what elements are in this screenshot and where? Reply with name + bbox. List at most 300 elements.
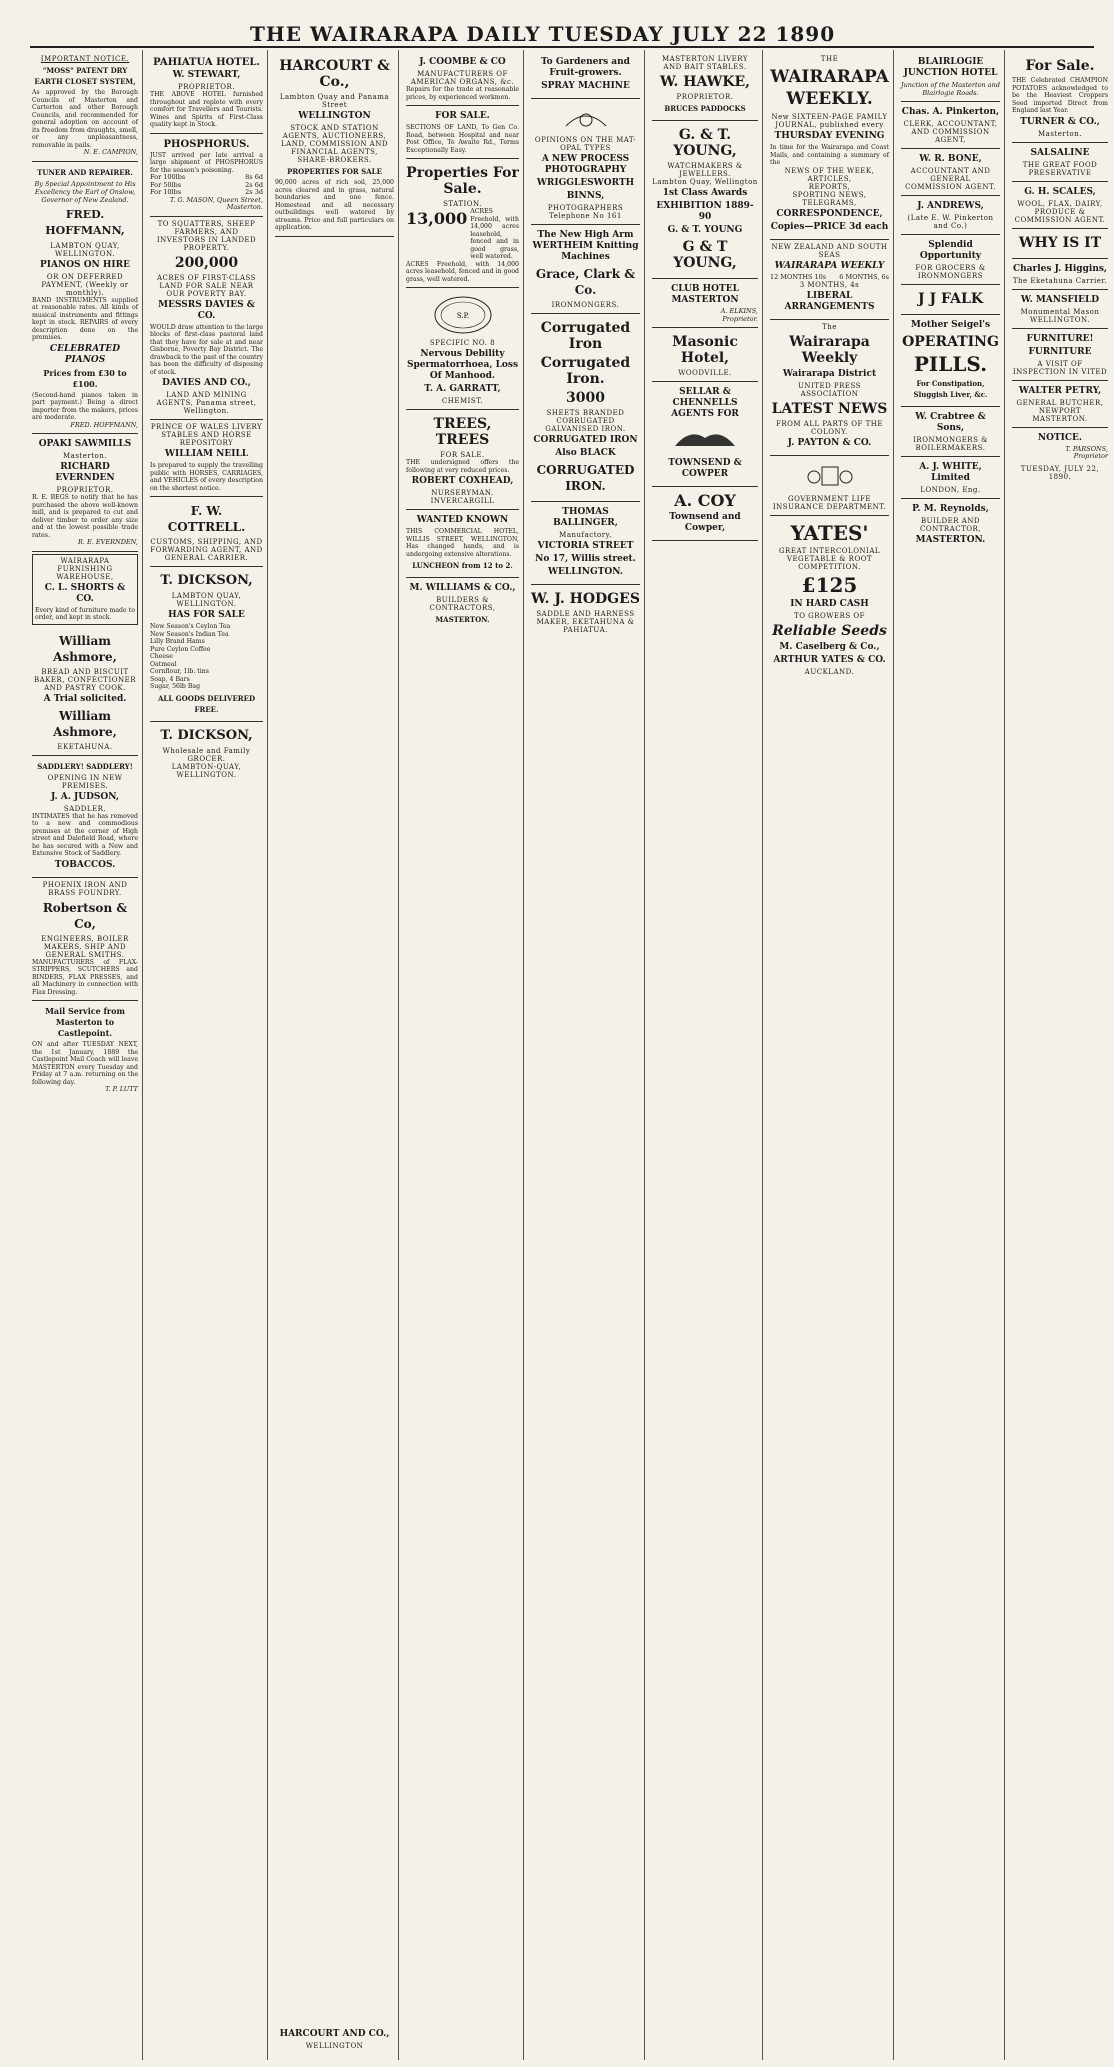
phosphorus-body: JUST arrived per late arrival a large shipment of PHOSPHORUS for the season's poisoning. xyxy=(150,151,263,174)
mansfield-subheading: Monumental Mason xyxy=(1020,307,1100,316)
pianos-body: BAND INSTRUMENTS supplied at reasonable rates. All kinds of musical instruments and fittings kept in stock. REPAIRS of every description done on the premises. xyxy=(32,296,138,341)
andrews-ad xyxy=(901,196,1000,235)
ashmore-signature: William Ashmore, xyxy=(53,708,117,739)
latest-heading: LATEST NEWS xyxy=(771,401,888,417)
pahiatua-title: PROPRIETOR. xyxy=(178,83,235,91)
davies-body: WOULD draw attention to the large blocks of first-class pastoral land that they have for sale at and near Gisborne, Poverty Bay District. The drawback to the past of the country has been the difficulty of disposing of stock. xyxy=(150,323,263,376)
harcourt-ad xyxy=(275,52,394,237)
garratt-heading: T. A. GARRATT, xyxy=(424,384,501,394)
phosphorus-price: 2s 3d xyxy=(245,188,263,196)
months-3: 3 MONTHS, 4s xyxy=(799,281,860,289)
months-6: 6 MONTHS, 6s xyxy=(839,272,889,281)
phoenix-foundry-ad xyxy=(32,878,138,1002)
club-hotel-ad xyxy=(652,279,758,328)
splendid-subheading: FOR GROCERS & IRONMONGERS xyxy=(915,264,986,280)
furniture-subheading: FURNITURE xyxy=(1028,346,1092,357)
salsaline-heading: SALSALINE xyxy=(1030,147,1090,158)
crabtree-ad xyxy=(901,407,1000,457)
salsaline-ad xyxy=(1012,143,1108,182)
whyisit-heading: WHY IS IT xyxy=(1018,234,1102,251)
district-heading: Wairarapa District xyxy=(782,369,877,379)
pills-subheading: For Constipation, Sluggish Liver, &c. xyxy=(913,379,988,399)
wanted-heading: WANTED KNOWN xyxy=(416,515,509,525)
specific-heading: SPECIFIC NO. 8 xyxy=(429,339,496,347)
young3-heading: G & T YOUNG, xyxy=(673,239,737,271)
salsaline-subheading: THE GREAT FOOD PRESERVATIVE xyxy=(1022,160,1098,177)
harcourt-subheading: Lambton Quay and Panama Street xyxy=(279,93,390,109)
reynolds-heading: P. M. Reynolds, xyxy=(912,504,989,514)
andrews-subheading: (Late E. W. Pinkerton and Co.) xyxy=(907,214,994,230)
bruces-heading: BRUCES PADDOCKS xyxy=(664,104,746,113)
crabtree-subheading: IRONMONGERS & BOILERMAKERS. xyxy=(913,436,988,452)
binns-subheading: PHOTOGRAPHERS xyxy=(547,204,624,212)
gov-heading: GOVERNMENT LIFE INSURANCE DEPARTMENT. xyxy=(772,495,887,511)
reynolds-place: MASTERTON. xyxy=(915,535,986,545)
pahiatua-hotel-ad xyxy=(150,52,263,134)
gardeners-heading: To Gardeners and Fruit-growers. xyxy=(541,57,630,78)
ballinger-address: VICTORIA STREET xyxy=(537,541,634,551)
wertheim-ad xyxy=(531,225,640,314)
young-place: Lambton Quay, Wellington xyxy=(652,178,758,186)
wertheim-heading: The New High Arm WERTHEIM Knitting Machines xyxy=(532,230,639,262)
ballinger-place: WELLINGTON. xyxy=(547,567,624,577)
tuner-heading: TUNER AND REPAIRER. xyxy=(37,167,133,177)
iron-heading: Corrugated Iron xyxy=(540,320,631,352)
spray-heading: SPRAY MACHINE xyxy=(541,81,630,91)
forsale-heading: FOR SALE. xyxy=(435,111,490,121)
prices-heading: Prices from £30 to £100. xyxy=(43,367,127,389)
garratt-subheading: CHEMIST. xyxy=(441,397,484,405)
mail-signature: T. P. LUTT xyxy=(105,1085,138,1093)
hawke-heading: W. HAWKE, xyxy=(659,74,751,90)
champion-potatoes-ad xyxy=(1012,52,1108,143)
column-1 xyxy=(28,50,143,2060)
earth-closet-ad xyxy=(32,52,138,162)
column-9 xyxy=(1008,50,1112,2060)
robertson-body: MANUFACTURERS of FLAX-STRIPPERS, SCUTCHERS and BINDERS, FLAX PRESSES, and all Machinery in connection with Flax Dressing. xyxy=(32,958,138,996)
harcourt-footer-heading: HARCOURT AND CO., xyxy=(279,2029,390,2039)
phosphorus-qty: For 100lbs xyxy=(150,173,186,181)
station-details: ACRES Freehold, with 14,000 acres leasehold, fenced and in good grass, well watered. xyxy=(406,260,519,283)
higgins-heading: Charles J. Higgins, xyxy=(1012,263,1108,274)
mansfield-place: WELLINGTON. xyxy=(1030,315,1090,324)
blairlogie-subheading: Junction of the Masterton and Blairlogie Roads. xyxy=(901,81,1001,97)
phoenix-heading: PHOENIX IRON AND BRASS FOUNDRY. xyxy=(42,880,128,897)
phosphorus-qty: For 50lbs xyxy=(150,180,182,189)
specific-seal-icon xyxy=(433,295,493,335)
petry-ad xyxy=(1012,381,1108,428)
weekly-subheading: New SIXTEEN-PAGE FAMILY JOURNAL, published every xyxy=(771,113,888,129)
parsons-signature: T. PARSONS, xyxy=(1065,444,1108,453)
livery-stables-ad xyxy=(652,52,758,121)
pills-heading: PILLS. xyxy=(913,352,988,376)
acres-heading: 200,000 xyxy=(174,254,239,271)
davies-subheading: LAND AND MINING AGENTS, Panama street, Wellington. xyxy=(156,391,257,415)
trees-heading: TREES, TREES xyxy=(433,416,492,448)
masonic-subheading: WOODVILLE. xyxy=(678,369,732,377)
higgins-subheading: The Eketahuna Carrier. xyxy=(1012,276,1108,285)
weekly-body: In time for the Wairarapa and Coast Mails, and containing a summary of the xyxy=(770,144,889,166)
corrugated-iron-ad xyxy=(531,314,640,502)
copies-price-heading: Copies—PRICE 3d each xyxy=(770,221,889,232)
column-8 xyxy=(897,50,1005,2060)
judson-name: J. A. JUDSON, xyxy=(50,791,120,802)
properties-heading: Properties For Sale. xyxy=(406,165,519,197)
robertson-subheading: ENGINEERS, BOILER MAKERS, SHIP AND GENERAL SMITHS. xyxy=(41,934,129,959)
dickson-item: Sugar, 56lb Bag xyxy=(150,683,201,690)
weekly-list xyxy=(770,167,889,207)
weekly3-ad xyxy=(770,320,889,456)
townsend-subheading: Townsend and Cowper, xyxy=(669,512,741,533)
coxhead-subheading: NURSERYMAN. xyxy=(431,489,494,497)
luncheon-heading: LUNCHEON from 12 to 2. xyxy=(412,561,513,570)
furnishing-ad xyxy=(32,554,138,625)
dickson-ad xyxy=(150,567,263,722)
sellar-ad xyxy=(652,382,758,487)
phosphorus-price-list xyxy=(150,174,263,197)
yates-ad xyxy=(770,516,889,680)
harcourt-sale-heading: PROPERTIES FOR SALE xyxy=(287,167,382,176)
subscription-ad xyxy=(770,240,889,321)
exhibition-heading: EXHIBITION 1889-90 xyxy=(656,201,754,222)
dickson-item: Cheese xyxy=(150,653,173,660)
tuner-ad xyxy=(32,162,138,435)
saddle-icon xyxy=(670,424,740,454)
andrews-heading: J. ANDREWS, xyxy=(917,201,984,211)
prince-body: Is prepared to supply the travelling public with HORSES, CARRIAGES, and VEHICLES of every description on the shortest notice. xyxy=(150,462,263,492)
harcourt-sale-body: 90,000 acres of rich soil, 25,000 acres cleared and in grass, natural boundaries and one fence. Homestead and all necessary outbuildings well watered by streams. Price and full particulars on application. xyxy=(275,179,394,231)
falk-ad xyxy=(901,285,1000,315)
photography-ad xyxy=(531,99,640,225)
weekly-ad xyxy=(770,52,889,240)
forsale-body: SECTIONS OF LAND, To Gen Co. Road, between Hospital and near Post Office, Te Awaite Rd., Terms Exceptionally Easy. xyxy=(406,124,519,154)
petry-subheading: GENERAL BUTCHER, NEWPORT MASTERTON. xyxy=(1016,398,1104,423)
masonic-heading: Masonic Hotel, xyxy=(672,334,738,366)
furnishing-subheading: C. L. SHORTS & CO. xyxy=(44,582,126,604)
correspondence-heading: CORRESPONDENCE, xyxy=(776,208,883,219)
ballinger-address-2: No 17, Willis street. xyxy=(535,554,636,564)
yates-logo: Reliable Seeds xyxy=(772,623,887,639)
harcourt-footer xyxy=(275,2024,394,2054)
young2-heading: G. & T. YOUNG xyxy=(667,225,743,235)
weekly-heading: WAIRARAPA WEEKLY. xyxy=(770,67,889,109)
masthead-rule xyxy=(30,46,1094,48)
hodges-ad xyxy=(531,585,640,638)
iron-black-heading: CORRUGATED IRON. xyxy=(536,463,635,493)
elkins-subheading: Proprietor. xyxy=(722,314,758,323)
trees-ad xyxy=(406,410,519,510)
evernden-title: PROPRIETOR. xyxy=(56,486,114,494)
dickson-item: Soap, 4 Bars xyxy=(150,675,190,683)
livery-heading: MASTERTON LIVERY AND BAIT STABLES. xyxy=(662,55,748,71)
prices-signature: FRED. HOFFMANN, xyxy=(70,420,138,429)
grace-heading: Grace, Clark & Co. xyxy=(535,267,636,297)
mansfield-ad xyxy=(1012,290,1108,329)
mail-body: ON and after TUESDAY NEXT, the 1st January, 1889 the Castlepoint Mail Coach will leave MASTERTON every Tuesday and Friday at 7 a.m. returning on the following day. xyxy=(32,1041,138,1086)
why-is-it-ad xyxy=(1012,229,1108,259)
dickson-footer-ad xyxy=(150,722,263,783)
furniture-ad xyxy=(1012,329,1108,381)
cottrell-subheading: CUSTOMS, SHIPPING, AND FORWARDING AGENT, AND GENERAL CARRIER. xyxy=(150,538,263,562)
bone-ad xyxy=(901,149,1000,196)
splendid-ad xyxy=(901,235,1000,285)
pinkerton-ad xyxy=(901,102,1000,149)
prince-name: WILLIAM NEILL xyxy=(164,449,249,459)
blairlogie-heading: BLAIRLOGIE JUNCTION HOTEL xyxy=(903,57,998,78)
iron-black: Also BLACK xyxy=(555,448,616,458)
forsale-heading-2: For Sale. xyxy=(1025,58,1095,74)
splendid-heading: Splendid Opportunity xyxy=(919,240,982,261)
reynolds-ad xyxy=(901,499,1000,552)
notice-heading: IMPORTANT NOTICE. xyxy=(40,55,130,63)
young-heading: G. & T. YOUNG, xyxy=(673,127,737,159)
wanted-body: THIS COMMERCIAL HOTEL, WILLIS STREET, WELLINGTON, Has changed hands, and is undergoing extensive alterations. xyxy=(406,528,519,558)
furnishing-heading: WAIRARAPA FURNISHING WAREHOUSE, xyxy=(56,556,114,581)
iron-galvanised-heading: CORRUGATED IRON xyxy=(533,435,638,445)
williams-place: MASTERTON. xyxy=(435,615,490,624)
club-heading: CLUB HOTEL MASTERTON xyxy=(671,284,739,305)
award-heading: 1st Class Awards xyxy=(662,188,748,198)
months-12: 12 MONTHS 10s xyxy=(770,272,827,281)
yates-prize: £125 xyxy=(801,573,858,597)
dickson-item: Oatmeal xyxy=(150,660,177,668)
pianos-heading: PIANOS ON HIRE xyxy=(40,259,130,270)
pinkerton-heading: Chas. A. Pinkerton, xyxy=(901,107,1000,117)
liberal-heading: LIBERAL ARRANGEMENTS xyxy=(784,291,875,312)
phosphorus-qty: For 10lbs xyxy=(150,188,182,196)
saddlery-ad xyxy=(32,756,138,878)
dickson-heading: T. DICKSON, xyxy=(160,573,253,588)
phosphorus-signature: T. G. MASON, Queen Street, Masterton. xyxy=(169,195,263,211)
davies-signature: DAVIES AND CO., xyxy=(162,378,251,388)
williams-ad xyxy=(406,578,519,631)
weekly3-the: The xyxy=(822,323,837,331)
elkins-signature: A. ELKINS, xyxy=(720,307,758,315)
dickson-footer-place: LAMBTON-QUAY, WELLINGTON. xyxy=(171,762,242,779)
harcourt-place: WELLINGTON xyxy=(298,111,371,121)
column-6 xyxy=(648,50,763,2060)
coxhead-place: INVERCARGILL xyxy=(430,497,495,505)
harcourt-footer-place: WELLINGTON xyxy=(305,2042,364,2050)
weekly-the: THE xyxy=(820,55,839,63)
petry-heading: WALTER PETRY, xyxy=(1018,385,1102,396)
coombe-subheading: MANUFACTURERS OF AMERICAN ORGANS, &c. xyxy=(410,70,515,86)
champion-body: THE Celebrated CHAMPION POTATOES acknowledged to be the Heaviest Croppers Seed imported Direct from England last Year. xyxy=(1012,77,1108,114)
dickson-item: New Season's Ceylon Tea xyxy=(150,623,231,630)
dickson-footer-subheading: Wholesale and Family GROCER. xyxy=(162,746,251,763)
scales-subheading: WOOL, FLAX, DAIRY, PRODUCE & COMMISSION AGENT. xyxy=(1014,199,1106,224)
earth-closet-signature: N. E. CAMPION, xyxy=(83,148,138,156)
dickson-sale: HAS FOR SALE xyxy=(168,610,245,620)
weekly-list-item: NEWS OF THE WEEK, xyxy=(784,166,875,175)
opaki-heading: OPAKI SAWMILLS xyxy=(38,439,132,449)
operating-heading: OPERATING xyxy=(902,334,999,350)
hodges-heading: W. J. HODGES xyxy=(531,591,640,607)
photo-heading: OPINIONS ON THE MAT-OPAL TYPES xyxy=(534,136,637,152)
dickson-item-list xyxy=(150,623,263,691)
phosphorus-price: 2s 6d xyxy=(245,180,263,189)
pahiatua-name: W. STEWART, xyxy=(172,70,241,80)
dickson-item: Pure Ceylon Coffee xyxy=(150,645,211,653)
government-insurance-ad xyxy=(770,456,889,516)
celebrated-pianos-heading: CELEBRATED PIANOS xyxy=(49,343,121,365)
station-heading: STATION. xyxy=(443,200,482,208)
pahiatua-body: THE ABOVE HOTEL furnished throughout and replete with every comfort for Travellers and Tourists. Wines and Spirits of First-Class quality kept in Stock. xyxy=(150,91,263,128)
townsend-heading: TOWNSEND & COWPER xyxy=(668,458,742,479)
white-ad xyxy=(901,457,1000,499)
delivered-heading: ALL GOODS DELIVERED FREE. xyxy=(157,693,256,714)
cottrell-heading: F. W. COTTRELL. xyxy=(167,504,246,534)
station-acres: 13,000 xyxy=(406,209,468,228)
earth-closet-heading: "MOSS" PATENT DRY EARTH CLOSET SYSTEM, xyxy=(34,66,136,86)
reynolds-subheading: BUILDER AND CONTRACTOR, xyxy=(920,517,981,533)
young-subheading: WATCHMAKERS & JEWELLERS. xyxy=(667,162,743,178)
column-3 xyxy=(271,50,399,2060)
trees-subheading: FOR SALE. xyxy=(440,451,485,459)
weekly-day: THURSDAY EVENING xyxy=(774,131,885,141)
acres-subheading: ACRES OF FIRST-CLASS LAND FOR SALE NEAR OUR POVERTY BAY. xyxy=(157,273,256,298)
weekly-list-item: ARTICLES, xyxy=(807,174,852,183)
masthead xyxy=(0,0,1114,48)
evernden-body: R. E. BEGS to notify that he has purchased the above well-known mill, and is prepared to cut and deliver timber to order any size and at the lowest possible trade rates. xyxy=(32,494,138,539)
specific-ad xyxy=(406,288,519,410)
column-7 xyxy=(766,50,894,2060)
binns-heading: BINNS, xyxy=(566,191,605,201)
coombe-ad xyxy=(406,52,519,106)
bone-heading: W. R. BONE, xyxy=(919,154,982,164)
yates-subheading-3: TO GROWERS OF xyxy=(794,612,865,620)
dickson-place: LAMBTON QUAY, WELLINGTON. xyxy=(171,592,242,608)
opaki-sawmills-ad xyxy=(32,434,138,552)
prince-of-wales-ad xyxy=(150,420,263,497)
ballinger-heading: THOMAS BALLINGER, xyxy=(553,507,618,528)
mail-heading: Mail Service from Masterton to Castlepoint. xyxy=(45,1006,125,1038)
higgins-ad xyxy=(1012,259,1108,290)
nervous-heading: Nervous Debility Spermatorrhoea, Loss Of Manhood. xyxy=(406,349,519,381)
judson-body: INTIMATES that he has removed to a new and commodious premises at the corner of High street and Dalefield Road, where he has secured with a New and Extensive Stock of Saddlery. xyxy=(32,812,138,857)
mansfield-heading: W. MANSFIELD xyxy=(1020,294,1100,305)
government-crest-icon xyxy=(800,463,860,491)
weekly3-heading: Wairarapa Weekly xyxy=(789,334,870,366)
phosphorus-ad xyxy=(150,134,263,217)
properties-ad xyxy=(406,159,519,288)
pianos-subheading: OR ON DEFERRED PAYMENT, (Weekly or monthly). xyxy=(41,272,129,297)
coombe-body: Repairs for the trade at reasonable prices, by experienced workmen. xyxy=(406,86,519,101)
dickson-footer-heading: T. DICKSON, xyxy=(160,727,253,743)
yates-subheading-2: IN HARD CASH xyxy=(790,599,869,609)
tobacco-heading: TOBACCOS. xyxy=(54,859,116,870)
yates-agents: M. Caselberg & Co., xyxy=(779,642,880,652)
trees-body: THE undersigned offers the following at very reduced prices. xyxy=(406,459,519,474)
prices-body: (Second-hand pianos taken in part payment.) Being a direct importer from the makers, prices are moderate. xyxy=(32,391,138,421)
svg-text:S.P.: S.P. xyxy=(456,312,469,320)
masthead-title: THE WAIRARAPA DAILY TUESDAY JULY 22 1890 xyxy=(250,22,836,46)
robertson-name: Robertson & Co, xyxy=(42,900,128,931)
crabtree-heading: W. Crabtree & Sons, xyxy=(915,412,986,433)
coy-heading: A. COY xyxy=(674,491,736,510)
ashmore-ad xyxy=(32,627,138,756)
wrigglesworth-heading: WRIGGLESWORTH xyxy=(536,178,635,188)
bone-subheading: ACCOUNTANT AND GENERAL COMMISSION AGENT. xyxy=(905,167,996,191)
davies-ad xyxy=(150,217,263,421)
yates-heading: YATES' xyxy=(790,521,869,545)
ashmore-place: EKETAHUNA. xyxy=(57,742,113,751)
harcourt-heading: HARCOURT & Co., xyxy=(279,58,390,90)
tuner-subheading: By Special Appointment to His Excellency the Earl of Onslow, Governor of New Zealand. xyxy=(34,179,136,204)
dickson-item: Lilly Brand Hams xyxy=(150,638,205,645)
photo-subheading: A NEW PROCESS PHOTOGRAPHY xyxy=(541,154,630,175)
dickson-item: New Season's Indian Tea xyxy=(150,630,229,638)
payton-heading: J. PAYTON & CO. xyxy=(787,438,872,448)
weekly2-heading: WAIRARAPA WEEKLY xyxy=(774,260,885,271)
saddlery-subheading: OPENING IN NEW PREMISES. xyxy=(47,773,123,790)
coxhead-heading: ROBERT COXHEAD, xyxy=(411,476,514,486)
white-place: LONDON, Eng. xyxy=(920,486,981,494)
binns-telephone: Telephone No 161 xyxy=(549,212,622,220)
blairlogie-ad xyxy=(901,52,1000,102)
station-body: ACRES Freehold, with 14,000 acres leasehold, fenced and in good grass, well watered. xyxy=(470,208,519,260)
earth-closet-body: As approved by the Borough Councils of Masterton and Carterton and other Borough Councils, and recommended for general adoption on account of its freedom from draughts, smell, or any unpleasantness, removable in pails. xyxy=(32,89,138,149)
hawke-subheading: PROPRIETOR. xyxy=(676,93,734,101)
scales-ad xyxy=(1012,182,1108,229)
white-heading: A. J. WHITE, Limited xyxy=(919,462,982,483)
nz-heading: NEW ZEALAND AND SOUTH SEAS xyxy=(771,242,888,259)
hoffmann-name: FRED. HOFFMANN, xyxy=(45,207,125,237)
weekly-list-item: REPORTS, xyxy=(808,182,851,191)
grace-subheading: IRONMONGERS. xyxy=(551,301,620,309)
falk-heading: J J FALK xyxy=(918,291,983,307)
iron-subheading: Corrugated Iron. xyxy=(540,355,631,387)
seigel-heading: Mother Seigel's xyxy=(910,320,991,330)
ballinger-subheading: Manufactory, xyxy=(559,531,612,539)
coy-ad xyxy=(652,487,758,541)
turner-heading: TURNER & CO., xyxy=(1020,116,1100,127)
station-row xyxy=(406,208,519,261)
crest-icon xyxy=(561,106,611,132)
date-footer: TUESDAY, JULY 22, 1890. xyxy=(1020,464,1100,481)
seigel-pills-ad xyxy=(901,315,1000,407)
notice-ad xyxy=(1012,428,1108,485)
hodges-subheading: SADDLE AND HARNESS MAKER, EKETAHUNA & PAHIATUA. xyxy=(536,610,635,634)
williams-subheading: BUILDERS & CONTRACTORS, xyxy=(429,596,496,612)
weekly-list-item: TELEGRAMS, xyxy=(802,198,857,207)
young-ad xyxy=(652,121,758,279)
iron-sheets: 3000 xyxy=(566,390,605,406)
column-2 xyxy=(146,50,268,2060)
coombe-heading: J. COOMBE & CO xyxy=(419,57,506,67)
davies-heading: MESSRS DAVIES & CO. xyxy=(158,299,255,321)
furnishing-body: Every kind of furniture made to order, and kept in stock. xyxy=(35,606,135,621)
wanted-ad xyxy=(406,510,519,578)
pinkerton-subheading: CLERK, ACCOUNTANT, AND COMMISSION AGENT, xyxy=(903,120,998,144)
judson-title: SADDLER. xyxy=(63,804,107,813)
ashmore-name: William Ashmore, xyxy=(53,633,117,664)
united-heading: UNITED PRESS ASSOCIATION xyxy=(798,382,861,398)
evernden-name: RICHARD EVERNDEN xyxy=(55,462,115,483)
iron-sheets-subheading: SHEETS BRANDED CORRUGATED GALVANISED IRON. xyxy=(545,409,626,433)
ballinger-ad xyxy=(531,502,640,585)
visit-heading: A VISIT OF INSPECTION IN VITED xyxy=(1012,359,1108,376)
yates-subheading: GREAT INTERCOLONIAL VEGETABLE & ROOT COMPETITION. xyxy=(778,547,881,571)
cottrell-ad xyxy=(150,497,263,567)
williams-heading: M. WILLIAMS & CO., xyxy=(409,583,516,593)
latest-subheading: FROM ALL PARTS OF THE COLONY. xyxy=(776,420,883,436)
opaki-subheading: Masterton. xyxy=(63,452,107,460)
months-row xyxy=(770,274,889,282)
column-4 xyxy=(402,50,524,2060)
ashmore-trial: A Trial solicited. xyxy=(43,693,127,704)
prince-heading: PRINCE OF WALES LIVERY STABLES AND HORSE REPOSITORY xyxy=(150,423,263,447)
